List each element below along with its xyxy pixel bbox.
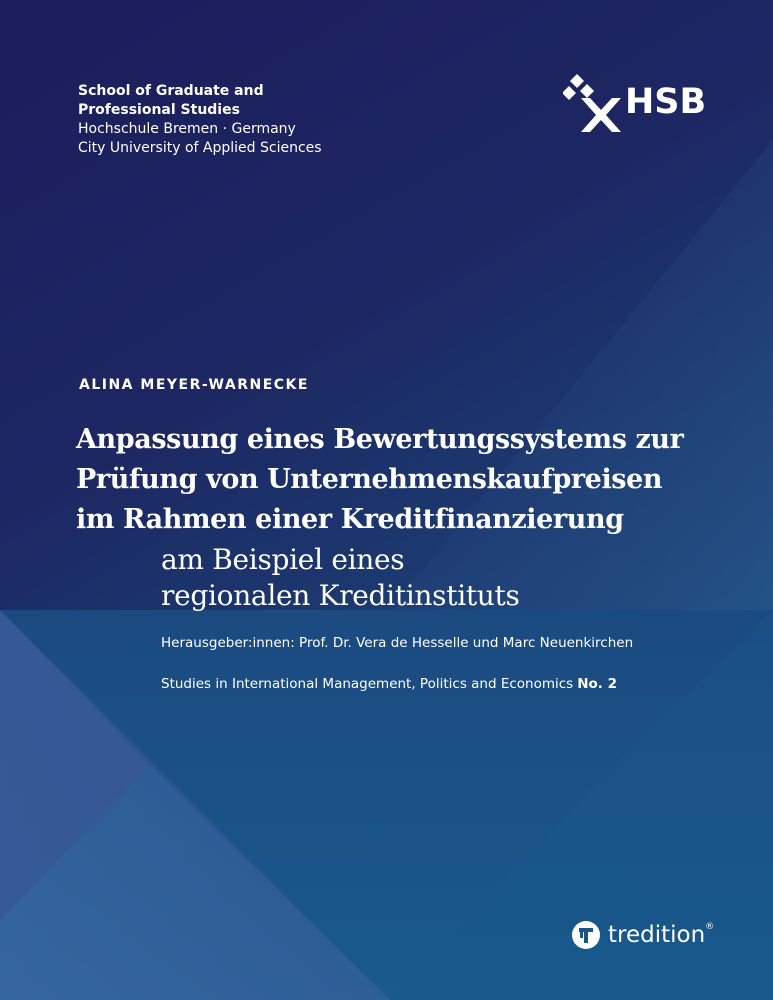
school-line-1: School of Graduate and [78,83,264,99]
tredition-logo-icon [571,920,601,950]
publisher-logo [571,917,714,953]
title-line-3: im Rahmen einer Kreditfinanzierung [76,504,624,535]
series-line [161,676,617,692]
book-title [76,420,766,540]
registered-mark: ® [705,922,715,932]
school-line-4: City University of Applied Sciences [78,140,322,156]
school-line-2: Professional Studies [78,102,240,118]
hsb-logo-text: HSB [625,82,707,122]
series-number: No. 2 [577,676,618,692]
subtitle-line-1: am Beispiel eines [161,543,405,576]
publisher-name: tredition [608,922,706,948]
book-subtitle [161,542,520,614]
hsb-logo [563,74,707,136]
school-line-3: Hochschule Bremen · Germany [78,121,296,137]
title-line-1: Anpassung eines Bewertungssystems zur [76,424,684,455]
series-name: Studies in International Management, Politics and Economics [161,676,574,692]
subtitle-line-2: regionalen Kreditinstituts [161,579,520,612]
author-name: ALINA MEYER-WARNECKE [79,377,309,393]
title-line-2: Prüfung von Unternehmenskaufpreisen [76,464,663,495]
editors-line: Herausgeber:innen: Prof. Dr. Vera de Hesselle und Marc Neuenkirchen [161,635,634,651]
hsb-cross-icon [563,74,621,136]
school-name-block [78,82,322,158]
